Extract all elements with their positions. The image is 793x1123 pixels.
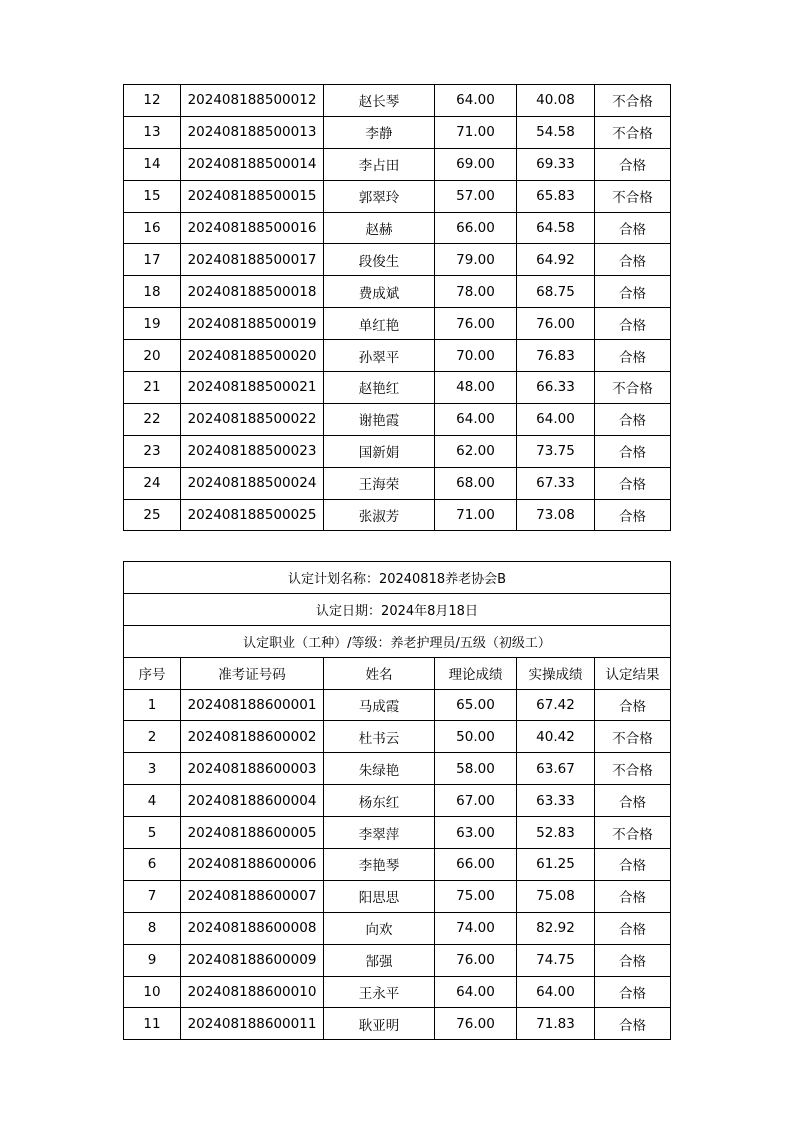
cell-result: 合格 [595,467,671,499]
table-row [124,148,671,180]
cell-name: 郜强 [324,944,435,976]
table-row [124,180,671,212]
cell-name: 费成斌 [324,276,435,308]
header-name: 姓名 [324,657,435,689]
cell-ticket-number: 202408188500024 [181,467,324,499]
cell-theory-score: 70.00 [435,340,517,372]
cell-practical-score: 64.00 [517,403,595,435]
cell-ticket-number: 202408188600011 [181,1008,324,1040]
cell-practical-score: 65.83 [517,180,595,212]
cell-theory-score: 78.00 [435,276,517,308]
cell-name: 杨东红 [324,785,435,817]
cell-name: 马成霞 [324,689,435,721]
cell-seq: 2 [124,721,181,753]
cell-practical-score: 64.58 [517,212,595,244]
table-row [124,276,671,308]
cell-seq: 10 [124,976,181,1008]
cell-theory-score: 71.00 [435,499,517,531]
cell-name: 杜书云 [324,721,435,753]
cell-result: 不合格 [595,85,671,117]
cell-theory-score: 76.00 [435,944,517,976]
cell-theory-score: 57.00 [435,180,517,212]
cell-theory-score: 64.00 [435,976,517,1008]
table-row [124,467,671,499]
cell-seq: 5 [124,817,181,849]
cell-seq: 6 [124,849,181,881]
cell-seq: 23 [124,435,181,467]
cell-theory-score: 48.00 [435,372,517,404]
cell-ticket-number: 202408188500018 [181,276,324,308]
cell-name: 谢艳霞 [324,403,435,435]
cell-ticket-number: 202408188500015 [181,180,324,212]
cell-theory-score: 65.00 [435,689,517,721]
cell-theory-score: 69.00 [435,148,517,180]
cell-ticket-number: 202408188500014 [181,148,324,180]
cell-name: 单红艳 [324,308,435,340]
table-row [124,817,671,849]
cell-name: 张淑芳 [324,499,435,531]
cell-seq: 19 [124,308,181,340]
column-header-row [124,657,671,689]
cell-name: 王海荣 [324,467,435,499]
cell-theory-score: 58.00 [435,753,517,785]
table-row [124,689,671,721]
cell-result: 合格 [595,944,671,976]
cell-result: 不合格 [595,372,671,404]
cell-theory-score: 76.00 [435,308,517,340]
cell-result: 合格 [595,785,671,817]
cell-name: 赵长琴 [324,85,435,117]
cell-seq: 13 [124,116,181,148]
cell-seq: 3 [124,753,181,785]
plan-name: 认定计划名称：20240818养老协会B [124,562,671,594]
cell-ticket-number: 202408188500017 [181,244,324,276]
cell-name: 孙翠平 [324,340,435,372]
cell-practical-score: 40.08 [517,85,595,117]
cell-result: 合格 [595,340,671,372]
cell-name: 朱绿艳 [324,753,435,785]
cell-theory-score: 68.00 [435,467,517,499]
cell-seq: 9 [124,944,181,976]
cell-result: 合格 [595,244,671,276]
cell-result: 合格 [595,403,671,435]
cell-result: 合格 [595,308,671,340]
table-row [124,403,671,435]
occupation-row [124,625,671,657]
table-row [124,85,671,117]
cell-ticket-number: 202408188500025 [181,499,324,531]
cell-seq: 17 [124,244,181,276]
cell-result: 合格 [595,976,671,1008]
cell-result: 合格 [595,912,671,944]
cell-practical-score: 74.75 [517,944,595,976]
cell-name: 王永平 [324,976,435,1008]
cell-ticket-number: 202408188600009 [181,944,324,976]
cell-result: 合格 [595,276,671,308]
table-row [124,880,671,912]
cell-practical-score: 63.67 [517,753,595,785]
table-row [124,116,671,148]
cell-ticket-number: 202408188500021 [181,372,324,404]
cell-practical-score: 63.33 [517,785,595,817]
header-practical-score: 实操成绩 [517,657,595,689]
cell-result: 合格 [595,849,671,881]
cell-ticket-number: 202408188600008 [181,912,324,944]
cell-theory-score: 66.00 [435,849,517,881]
cell-name: 李翠萍 [324,817,435,849]
cell-seq: 14 [124,148,181,180]
cell-name: 耿亚明 [324,1008,435,1040]
cell-ticket-number: 202408188600001 [181,689,324,721]
cell-theory-score: 71.00 [435,116,517,148]
table-row [124,435,671,467]
cell-seq: 15 [124,180,181,212]
table-row [124,944,671,976]
cell-theory-score: 50.00 [435,721,517,753]
header-ticket-number: 准考证号码 [181,657,324,689]
cell-seq: 7 [124,880,181,912]
cell-result: 不合格 [595,116,671,148]
table-row [124,308,671,340]
cell-result: 合格 [595,689,671,721]
cell-theory-score: 63.00 [435,817,517,849]
table-row [124,753,671,785]
plan-results-body [124,689,671,1040]
assessment-date: 认定日期：2024年8月18日 [124,593,671,625]
cell-result: 合格 [595,1008,671,1040]
cell-practical-score: 54.58 [517,116,595,148]
cell-ticket-number: 202408188500019 [181,308,324,340]
table-row [124,785,671,817]
cell-seq: 24 [124,467,181,499]
cell-seq: 18 [124,276,181,308]
cell-theory-score: 74.00 [435,912,517,944]
cell-name: 阳思思 [324,880,435,912]
cell-seq: 20 [124,340,181,372]
cell-result: 合格 [595,212,671,244]
table-row [124,212,671,244]
table-row [124,499,671,531]
cell-seq: 8 [124,912,181,944]
cell-ticket-number: 202408188500020 [181,340,324,372]
cell-ticket-number: 202408188600006 [181,849,324,881]
cell-result: 合格 [595,499,671,531]
cell-ticket-number: 202408188500016 [181,212,324,244]
cell-seq: 25 [124,499,181,531]
table-row [124,372,671,404]
continued-results-body [124,85,671,531]
cell-practical-score: 82.92 [517,912,595,944]
continued-results-table [123,84,671,531]
cell-theory-score: 79.00 [435,244,517,276]
cell-name: 李静 [324,116,435,148]
plan-results-table [123,561,671,1040]
cell-name: 李艳琴 [324,849,435,881]
cell-seq: 4 [124,785,181,817]
cell-name: 国新娟 [324,435,435,467]
cell-practical-score: 67.42 [517,689,595,721]
cell-name: 郭翠玲 [324,180,435,212]
cell-practical-score: 76.83 [517,340,595,372]
plan-name-row [124,562,671,594]
cell-ticket-number: 202408188600010 [181,976,324,1008]
cell-result: 合格 [595,435,671,467]
cell-theory-score: 64.00 [435,85,517,117]
cell-practical-score: 61.25 [517,849,595,881]
cell-practical-score: 52.83 [517,817,595,849]
date-row [124,593,671,625]
cell-practical-score: 40.42 [517,721,595,753]
cell-practical-score: 68.75 [517,276,595,308]
table-row [124,340,671,372]
cell-seq: 12 [124,85,181,117]
cell-seq: 21 [124,372,181,404]
table-row [124,849,671,881]
cell-name: 段俊生 [324,244,435,276]
table-row [124,1008,671,1040]
cell-name: 赵赫 [324,212,435,244]
cell-seq: 1 [124,689,181,721]
cell-seq: 16 [124,212,181,244]
cell-theory-score: 62.00 [435,435,517,467]
cell-theory-score: 76.00 [435,1008,517,1040]
table-row [124,244,671,276]
cell-practical-score: 73.75 [517,435,595,467]
header-seq: 序号 [124,657,181,689]
cell-practical-score: 69.33 [517,148,595,180]
occupation-level: 认定职业（工种）/等级：养老护理员/五级（初级工） [124,625,671,657]
cell-seq: 11 [124,1008,181,1040]
cell-ticket-number: 202408188600005 [181,817,324,849]
cell-ticket-number: 202408188500012 [181,85,324,117]
cell-result: 合格 [595,880,671,912]
cell-practical-score: 66.33 [517,372,595,404]
cell-result: 不合格 [595,721,671,753]
cell-practical-score: 75.08 [517,880,595,912]
cell-theory-score: 66.00 [435,212,517,244]
cell-name: 赵艳红 [324,372,435,404]
cell-practical-score: 76.00 [517,308,595,340]
cell-ticket-number: 202408188600002 [181,721,324,753]
cell-name: 李占田 [324,148,435,180]
table-row [124,912,671,944]
cell-theory-score: 75.00 [435,880,517,912]
cell-practical-score: 71.83 [517,1008,595,1040]
cell-ticket-number: 202408188500022 [181,403,324,435]
cell-practical-score: 64.00 [517,976,595,1008]
cell-theory-score: 67.00 [435,785,517,817]
cell-ticket-number: 202408188600003 [181,753,324,785]
cell-ticket-number: 202408188500013 [181,116,324,148]
cell-practical-score: 67.33 [517,467,595,499]
table-row [124,721,671,753]
cell-name: 向欢 [324,912,435,944]
table-row [124,976,671,1008]
cell-result: 合格 [595,148,671,180]
cell-practical-score: 73.08 [517,499,595,531]
cell-practical-score: 64.92 [517,244,595,276]
cell-seq: 22 [124,403,181,435]
cell-ticket-number: 202408188500023 [181,435,324,467]
cell-result: 不合格 [595,817,671,849]
cell-theory-score: 64.00 [435,403,517,435]
cell-ticket-number: 202408188600004 [181,785,324,817]
cell-ticket-number: 202408188600007 [181,880,324,912]
header-result: 认定结果 [595,657,671,689]
cell-result: 不合格 [595,753,671,785]
header-theory-score: 理论成绩 [435,657,517,689]
cell-result: 不合格 [595,180,671,212]
